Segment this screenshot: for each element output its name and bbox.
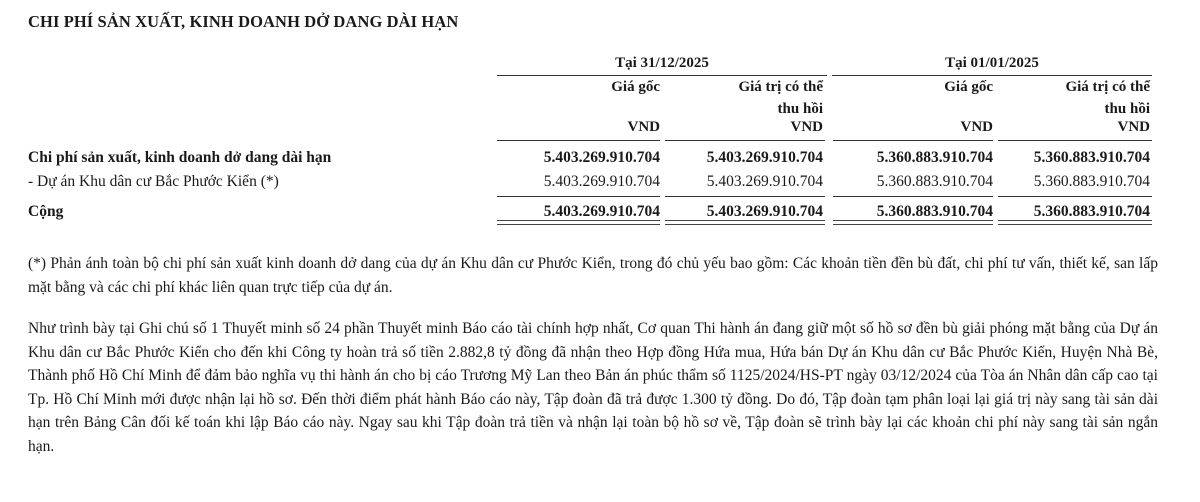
cell-value: 5.360.883.910.704: [1033, 149, 1150, 166]
unit-label: VND: [790, 119, 823, 135]
unit-label: VND: [627, 119, 660, 135]
column-header-recoverable-1: Giá trị có thể thu hồi: [738, 79, 823, 117]
cell-value: 5.403.269.910.704: [706, 173, 823, 190]
row-label-total: Cộng: [28, 203, 64, 220]
total-rule: [833, 196, 993, 197]
group-header-2025-01-01: Tại 01/01/2025: [832, 55, 1152, 76]
total-rule: [998, 196, 1152, 197]
total-double-rule: [497, 220, 660, 225]
cell-value: 5.403.269.910.704: [706, 149, 823, 166]
row-label-long-term-wip: Chi phí sản xuất, kinh doanh dở dang dài hạn: [28, 149, 332, 166]
cell-value: 5.403.269.910.704: [543, 203, 660, 220]
total-double-rule: [665, 220, 825, 225]
footnote: (*) Phản ánh toàn bộ chi phí sản xuất kinh doanh dở dang của dự án Khu dân cư Phước Kiển, trong đó chủ yếu bao gồm: Các khoản tiền đền bù đất, chi phí tư vấn, thiết kế, san lấp mặt bằng và các chi phí khác liên quan trực tiếp của dự án.: [28, 255, 1158, 296]
total-double-rule: [998, 220, 1152, 225]
column-header-cost-2: Giá gốc: [944, 79, 993, 95]
total-rule: [497, 196, 660, 197]
header-rule: [497, 140, 660, 141]
group-header-2025-12-31: Tại 31/12/2025: [497, 55, 827, 76]
cell-value: 5.360.883.910.704: [876, 149, 993, 166]
section-title: CHI PHÍ SẢN XUẤT, KINH DOANH DỞ DANG DÀI HẠN: [28, 12, 459, 31]
header-rule: [665, 140, 825, 141]
header-rule: [998, 140, 1152, 141]
header-rule: [833, 140, 993, 141]
cell-value: 5.360.883.910.704: [1033, 203, 1150, 220]
cell-value: 5.360.883.910.704: [876, 203, 993, 220]
cell-value: 5.360.883.910.704: [876, 173, 993, 190]
unit-label: VND: [1117, 119, 1150, 135]
cell-value: 5.403.269.910.704: [543, 173, 660, 190]
total-rule: [665, 196, 825, 197]
total-double-rule: [833, 220, 993, 225]
column-header-recoverable-2: Giá trị có thể thu hồi: [1065, 79, 1150, 117]
cell-value: 5.403.269.910.704: [543, 149, 660, 166]
column-header-cost-1: Giá gốc: [611, 79, 660, 95]
row-label-bac-phuoc-kien-project: - Dự án Khu dân cư Bắc Phước Kiển (*): [28, 173, 279, 190]
explanatory-paragraph: Như trình bày tại Ghi chú số 1 Thuyết minh số 24 phần Thuyết minh Báo cáo tài chính hợp nhất, Cơ quan Thi hành án đang giữ một số hồ sơ đền bù giải phóng mặt bằng của Dự án Khu dân cư Bắc Phước Kiển cho đến khi Công ty hoàn trả số tiền 2.882,8 tỷ đồng đã nhận theo Hợp đồng Hứa mua, Hứa bán Dự án Khu dân cư Bắc Phước Kiển, Huyện Nhà Bè, Thành phố Hồ Chí Minh để đảm bảo nghĩa vụ thi hành án cho bị cáo Trương Mỹ Lan theo Bản án phúc thẩm số 1125/2024/HS-PT ngày 03/12/2024 của Tòa án Nhân dân cấp cao tại Tp. Hồ Chí Minh mới được nhận lại hồ sơ. Đến thời điểm phát hành Báo cáo này, Tập đoàn đã trả được 1.300 tỷ đồng. Do đó, Tập đoàn tạm phân loại lại giá trị này sang tài sản dài hạn trên Bảng Cân đối kế toán khi lập Báo cáo này. Ngay sau khi Tập đoàn trả tiền và nhận lại toàn bộ hồ sơ về, Tập đoàn sẽ trình bày lại các khoản chi phí này sang tài sản ngắn hạn.: [28, 320, 1158, 455]
cell-value: 5.403.269.910.704: [706, 203, 823, 220]
cell-value: 5.360.883.910.704: [1033, 173, 1150, 190]
unit-label: VND: [960, 119, 993, 135]
